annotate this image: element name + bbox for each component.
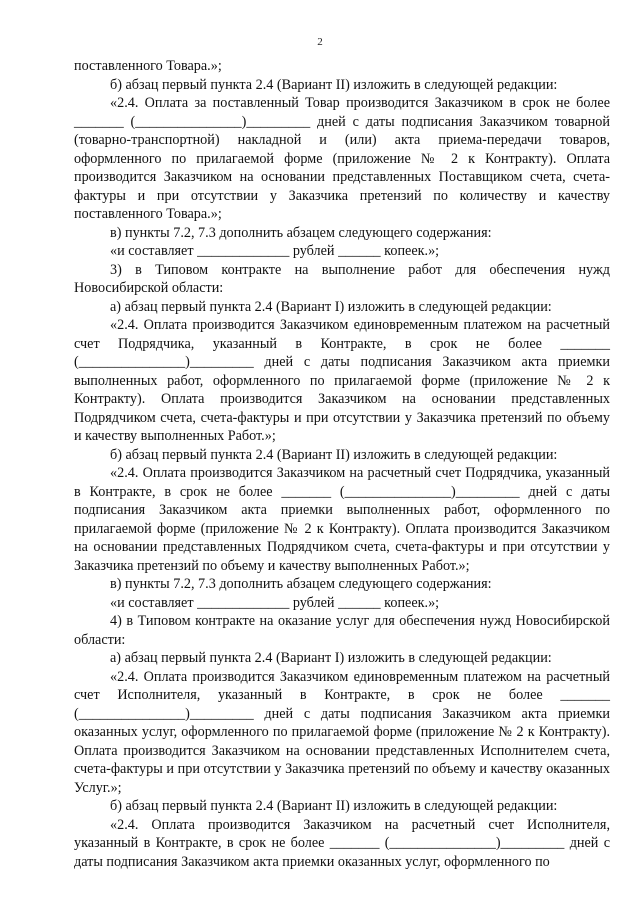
- paragraph: поставленного Товара.»;: [74, 58, 222, 74]
- paragraph: б) абзац первый пункта 2.4 (Вариант II) изложить в следующей редакции:: [110, 76, 558, 93]
- paragraph: «и составляет _____________ рублей ______ копеек.»;: [110, 243, 440, 259]
- paragraph: б) абзац первый пункта 2.4 (Вариант II) изложить в следующей редакции:: [110, 798, 558, 814]
- paragraph: а) абзац первый пункта 2.4 (Вариант I) изложить в следующей редакции:: [110, 298, 552, 315]
- paragraph: «2.4. Оплата производится Заказчиком на расчетный счет Исполнителя, указанный в Контракте, в срок не более _______ (_______________)_________ дней с даты подписания Заказчиком акта приемки оказанных услуг, оформленного по: [74, 816, 614, 870]
- paragraph: «2.4. Оплата производится Заказчиком на расчетный счет Подрядчика, указанный в Контракте, в срок не более _______ (_______________)_________ дней с даты подписания Заказчиком акта приемки выполненных работ, оформленного по прилагаемой форме (приложение № 2 к Контракту). Оплата производится Заказчиком на основании представленных Подрядчиком счета, счета-фактуры и при отсутствии у Заказчика претензий по объему и качеству выполненных Работ.»;: [74, 465, 614, 574]
- paragraph: 3) в Типовом контракте на выполнение работ для обеспечения нужд Новосибирской области:: [74, 261, 614, 296]
- paragraph: «и составляет _____________ рублей ______ копеек.»;: [110, 594, 440, 611]
- page-number: 2: [317, 36, 323, 48]
- paragraph: в) пункты 7.2, 7.3 дополнить абзацем следующего содержания:: [110, 224, 492, 241]
- paragraph: 4) в Типовом контракте на оказание услуг для обеспечения нужд Новосибирской области:: [74, 613, 614, 648]
- paragraph: б) абзац первый пункта 2.4 (Вариант II) изложить в следующей редакции:: [110, 446, 558, 463]
- paragraph: в) пункты 7.2, 7.3 дополнить абзацем следующего содержания:: [110, 576, 492, 592]
- paragraph: «2.4. Оплата за поставленный Товар производится Заказчиком в срок не более _______ (_______________)_________ дней с даты подписания Заказчиком товарной (товарно-транспортной) накладной и (или) акта приема-передачи товаров, оформленного по прилагаемой форме (приложение № 2 к Контракту). Оплата производится Заказчиком на основании представленных Поставщиком счета, счета-фактуры и при отсутствии у Заказчика претензий по количеству и качеству поставленного Товара.»;: [74, 95, 614, 222]
- paragraph: «2.4. Оплата производится Заказчиком единовременным платежом на расчетный счет Исполнителя, указанный в Контракте, в срок не более _______ (_______________)_________ дней с даты подписания Заказчиком акта приемки оказанных услуг, оформленного по прилагаемой форме (приложение № 2 к Контракту). Оплата производится Заказчиком на основании представленных Исполнителем счета, счета-фактуры и при отсутствии у Заказчика претензий по объему и качеству оказанных Услуг.»;: [74, 668, 614, 796]
- paragraph: «2.4. Оплата производится Заказчиком единовременным платежом на расчетный счет Подрядчика, указанный в Контракте, в срок не более _______ (_______________)_________ дней с даты подписания Заказчиком акта приемки выполненных работ, оформленного по прилагаемой форме (приложение № 2 к Контракту). Оплата производится Заказчиком на основании представленных Подрядчиком счета, счета-фактуры и при отсутствии у Заказчика претензий по объему и качеству выполненных Работ.»;: [74, 317, 614, 444]
- paragraph: а) абзац первый пункта 2.4 (Вариант I) изложить в следующей редакции:: [110, 650, 552, 666]
- body-text: [74, 57, 614, 871]
